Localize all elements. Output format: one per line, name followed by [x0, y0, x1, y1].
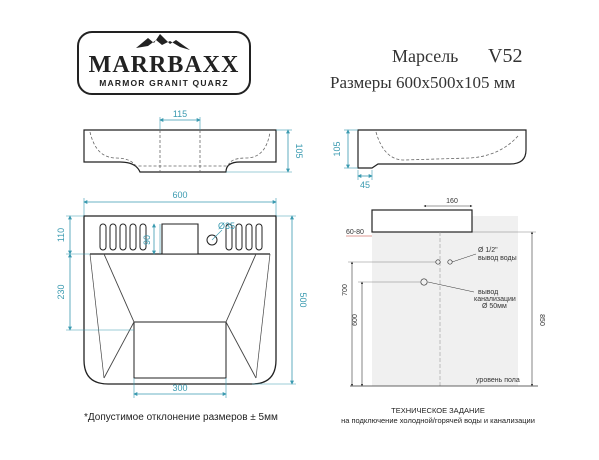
logo-tagline: MARMOR GRANIT QUARZ	[99, 78, 229, 88]
sizes-line: Размеры 600x500x105 мм	[330, 73, 516, 92]
spec-subtitle: на подключение холодной/горячей воды и канализации	[341, 416, 535, 425]
dim-install-850: 850	[538, 314, 545, 326]
dim-side-depth: 45	[359, 180, 371, 190]
dim-install-thickness: 60-80	[346, 229, 364, 236]
label-water-2: вывод воды	[478, 255, 517, 262]
dim-install-600: 600	[352, 314, 359, 326]
label-drain-3: Ø 50мм	[482, 303, 507, 310]
dim-hole: Ø35	[218, 221, 236, 231]
tolerance-note: *Допустимое отклонение размеров ± 5мм	[84, 412, 278, 423]
dim-install-700: 700	[342, 284, 349, 296]
top-view	[56, 190, 308, 398]
label-floor: уровень пола	[476, 377, 520, 384]
installation-diagram	[342, 198, 545, 386]
logo-brand: MARRBAXX	[88, 52, 240, 78]
label-drain-2: канализации	[474, 296, 516, 303]
label-drain-1: вывод	[478, 289, 499, 296]
dim-install-width: 160	[446, 198, 458, 205]
dim-front-top: 115	[172, 109, 188, 119]
dim-left-upper: 110	[56, 227, 66, 243]
model-prefix: Марсель	[392, 46, 459, 66]
brand-logo	[78, 32, 250, 94]
dim-top-width: 600	[172, 190, 188, 200]
dim-left-lower: 230	[56, 284, 66, 300]
dim-total-depth: 500	[298, 292, 308, 308]
product-header	[330, 45, 522, 92]
spec-title: ТЕХНИЧЕСКОЕ ЗАДАНИЕ	[391, 406, 485, 415]
model-code: V52	[488, 45, 523, 67]
side-view	[332, 130, 526, 190]
front-view	[84, 109, 304, 172]
dim-shelf: 90	[142, 234, 152, 246]
basin-silhouette	[372, 210, 472, 232]
dim-side-height: 105	[332, 141, 342, 157]
label-water-1: Ø 1/2"	[478, 247, 498, 254]
dim-bottom: 300	[172, 383, 188, 393]
dim-front-height: 105	[294, 143, 304, 159]
